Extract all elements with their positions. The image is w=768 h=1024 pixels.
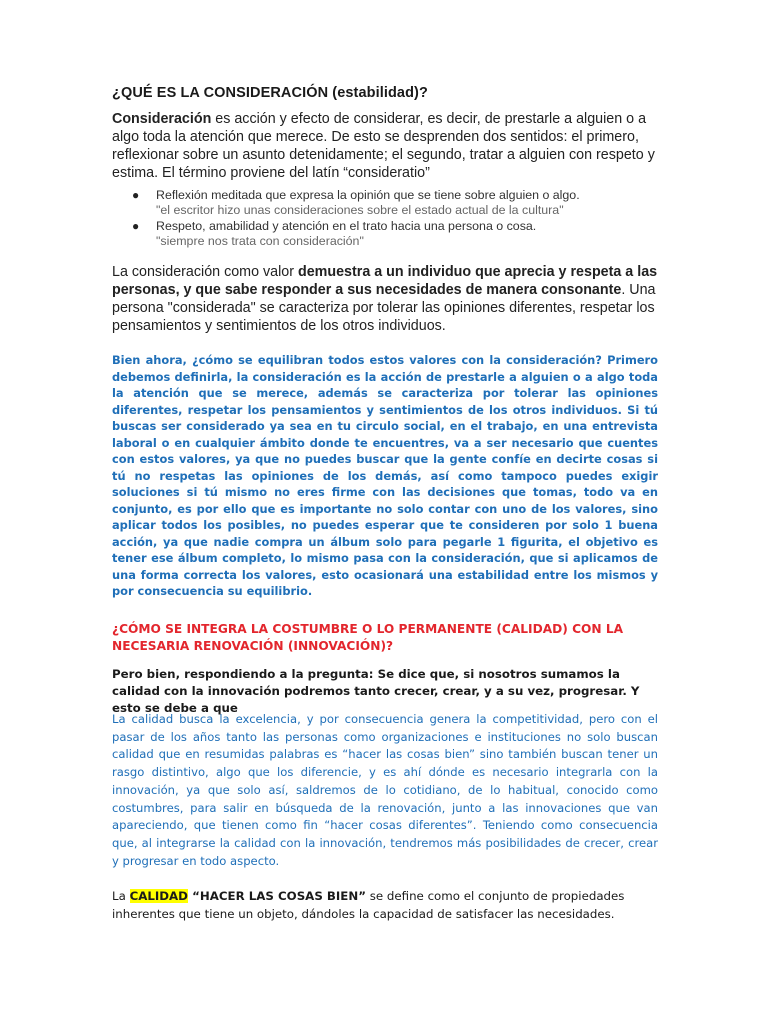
meaning-list (132, 188, 632, 250)
definition-text: es acción y efecto de considerar, es decir, de prestarle a alguien o a algo toda la atención que merece. De esto se desprenden dos sentidos: el primero, reflexionar sobre un asunto detenidamente; el segundo, tratar a alguien con respeto y estima. El término proviene del latín “consideratio” (112, 111, 655, 181)
definition-term: Consideración (112, 111, 212, 127)
list-item-text: Reflexión meditada que expresa la opinión que se tiene sobre alguien o algo. (156, 188, 580, 202)
equilibrium-paragraph: Bien ahora, ¿cómo se equilibran todos estos valores con la consideración? Primero debemos definirla, la consideración es la acción de prestarle a alguien o a algo toda la atención que se merece, además se caracteriza por tolerar las opiniones diferentes, respetar los pensamientos y sentimientos de los otros individuos. Si tú buscas ser considerado ya sea en tu circulo social, en el trabajo, en una entrevista laboral o en cualquier ámbito donde te encuentres, va a ser necesario que cuentes con estos valores, ya que no puedes buscar que la gente confíe en decirte cosas si tú no respetas las opiniones de los demás, así como tampoco puedes exigir soluciones si tú mismo no eres firme con las decisiones que tomas, todo va en conjunto, es por ello que es importante no solo contar con uno de los valores, sino aplicar todos los posibles, no puedes esperar que te consideren por solo 1 buena acción, ya que nadie compra un álbum solo para pegarle 1 figurita, el objetivo es tener ese álbum completo, lo mismo pasa con la consideración, que si aplicamos de una forma correcta los valores, esto ocasionará una estabilidad entre los mismos y por consecuencia su equilibrio. (112, 353, 658, 598)
quality-definition-paragraph (112, 888, 658, 923)
definition-paragraph (112, 110, 658, 182)
list-item-example: "siempre nos trata con consideración" (156, 234, 364, 248)
list-item (132, 219, 632, 249)
valor-bold: demuestra a un individuo que aprecia y respeta a las personas, y que sabe responder a sus necesidades de manera consonante (112, 264, 658, 298)
quality-rest: se define como el conjunto de propiedades inherentes que tiene un objeto, dándoles la capacidad de satisfacer las necesidades. (112, 889, 625, 921)
quality-paragraph: La calidad busca la excelencia, y por consecuencia genera la competitividad, pero con el pasar de los años tanto las personas como organizaciones e instituciones no solo buscan calidad que en resumidas palabras es “hacer las cosas bien” sino también buscan tener un rasgo distintivo, algo que los diferencie, y es ahí dónde es necesario integrarla con la innovación, ya que solo así, saldremos de lo cotidiano, de lo habitual, conocido como costumbres, para salir en búsqueda de la renovación, junto a las innovaciones que van apareciendo, que tienen como fin “hacer cosas diferentes”. Teniendo como consecuencia que, al integrarse la calidad con la innovación, tendremos más posibilidades de crecer, crear y progresar en todo aspecto. (112, 712, 658, 868)
quality-bold: “HACER LAS COSAS BIEN” (187, 889, 366, 903)
valor-intro: La consideración como valor (112, 264, 298, 280)
section-heading: ¿CÓMO SE INTEGRA LA COSTUMBRE O LO PERMANENTE (CALIDAD) CON LA NECESARIA RENOVACIÓN (INNOVACIÓN)? (112, 622, 624, 653)
list-item (132, 188, 632, 218)
list-item-example: "el escritor hizo unas consideraciones sobre el estado actual de la cultura" (156, 203, 564, 217)
valor-paragraph (112, 263, 658, 335)
quality-prefix: La (112, 889, 130, 903)
bullet-icon: ● (132, 188, 140, 202)
list-item-text: Respeto, amabilidad y atención en el trato hacia una persona o cosa. (156, 219, 537, 233)
answer-paragraph: Pero bien, respondiendo a la pregunta: Se dice que, si nosotros sumamos la calidad con la innovación podremos tanto crecer, crear, y a su vez, progresar. Y esto se debe a que (112, 667, 640, 715)
valor-rest: . Una persona "considerada" se caracteriza por tolerar las opiniones diferentes, respetar los pensamientos y sentimientos de los otros individuos. (112, 282, 656, 334)
bullet-icon: ● (132, 219, 140, 233)
quality-highlight: CALIDAD (129, 889, 188, 903)
page-title: ¿QUÉ ES LA CONSIDERACIÓN (estabilidad)? (112, 85, 428, 101)
